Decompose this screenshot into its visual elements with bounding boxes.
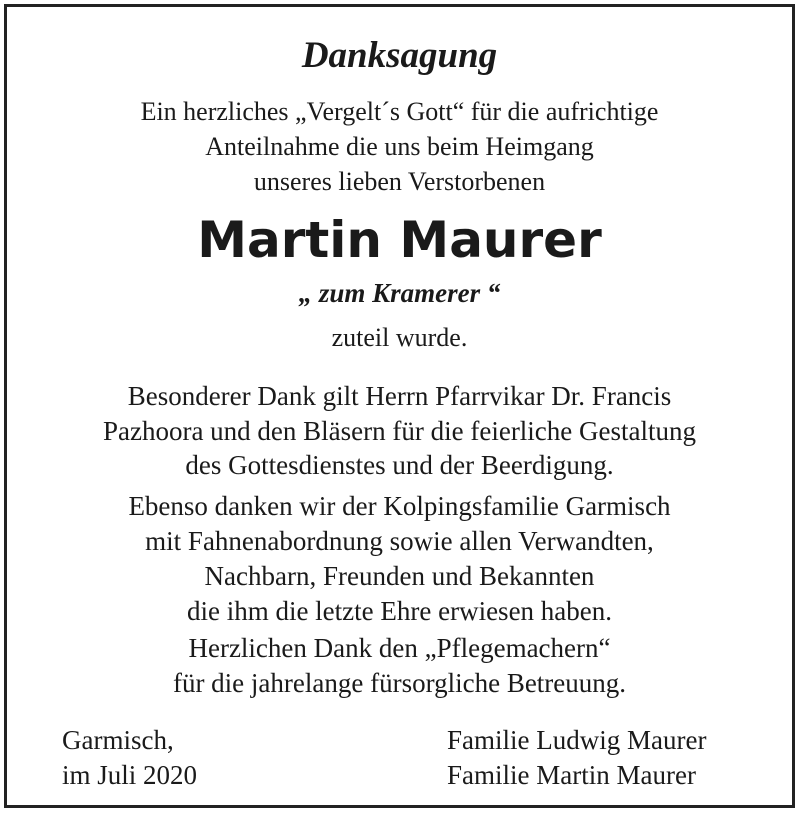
signatory-family: Familie Ludwig Maurer — [447, 725, 707, 755]
paragraph-line: mit Fahnenabordnung sowie allen Verwandten, — [145, 526, 654, 556]
paragraph-line: Pazhoora und den Bläsern für die feierliche Gestaltung — [102, 415, 697, 446]
thanks-paragraph-community — [7, 489, 792, 629]
notice-frame — [4, 4, 795, 808]
place-text: Garmisch, — [62, 725, 174, 755]
deceased-nickname: „ zum Kramerer “ — [298, 278, 501, 308]
paragraph-line: Herzlichen Dank den „Pflegemachern“ — [188, 633, 611, 663]
paragraph-line: Besonderer Dank gilt Herrn Pfarrvikar Dr. Francis — [127, 381, 672, 411]
signatory-family: Familie Martin Maurer — [447, 759, 696, 790]
intro-text — [7, 94, 792, 199]
paragraph-line: des Gottesdienstes und der Beerdigung. — [185, 450, 614, 480]
place-date — [62, 723, 197, 792]
paragraph-line: Ebenso danken wir der Kolpingsfamilie Garmisch — [128, 491, 671, 521]
paragraph-line: für die jahrelange fürsorgliche Betreuung. — [172, 668, 627, 698]
thanks-paragraph-clergy — [7, 379, 792, 483]
after-name-text: zuteil wurde. — [331, 323, 468, 352]
thanks-paragraph-caregivers — [7, 631, 792, 701]
intro-line: unseres lieben Verstorbenen — [253, 167, 546, 196]
signatories — [447, 723, 706, 792]
paragraph-line: Nachbarn, Freunden und Bekannten — [204, 561, 595, 591]
intro-line: Ein herzliches „Vergelt´s Gott“ für die aufrichtige — [140, 97, 659, 126]
notice-title: Danksagung — [301, 35, 498, 76]
deceased-name: Martin Maurer — [197, 211, 602, 269]
date-text: im Juli 2020 — [62, 759, 198, 790]
intro-line: Anteilnahme die uns beim Heimgang — [205, 132, 594, 161]
paragraph-line: die ihm die letzte Ehre erwiesen haben. — [186, 596, 613, 626]
